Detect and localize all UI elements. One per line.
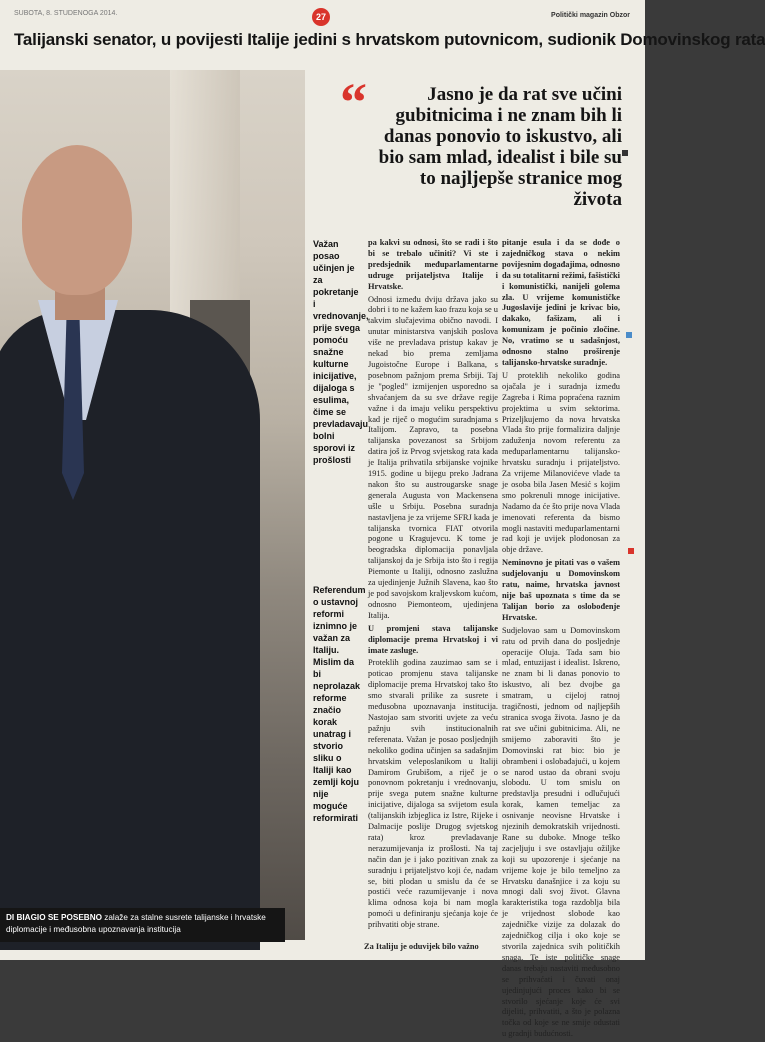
photo-suit: [0, 310, 260, 950]
article-paragraph: Odnosi između dviju država jako su dobri i to ne kažem kao frazu koja se u takvim slučajevima obično navodi. I unutar ministarstva vanjskih poslova više ne prevladava pristup kakav je nekad bio prema zemljama Jugoistočne Europe i Balkana, s posebnom pažnjom prema Srbiji. Taj je "pogled" izmijenjen usporedno sa shvaćanjem da su sve države regije važne i da imaju veliku perspektivu kad je riječ o mogućim suradnjama s Italijom. Zapravo, ta posebna talijanska povezanost sa Srbijom datira još iz Prvog svjetskog rata kada je Italija prihvatila srbijanske vojnike 1915. godine u bijegu preko Jadrana nakon što su austrougarske snage generala Augusta von Mackensena ušle u Srbiju. Posebna suradnja nastavljena je za vrijeme SFRJ kada je talijanska tvornica FIAT otvorila pogone u Kragujevcu. K tome je beogradska diplomacija ponavljala talijanskoj da je Srbija isto što i regija Piemonte u Italiji, odnosno zaslužna za ujedinjenje Južnih Slavena, kao što je pod savojskom kraljevskom kućom, odnosno Piemonteom, ujedinjena Italija.: [368, 294, 498, 620]
article-paragraph: U proteklih nekoliko godina ojačala je i suradnja između Zagreba i Rima popraćena raznim projektima u svim sektorima. Prizeljkujemo da nova hrvatska Vlada što prije formalizira daljnje zaduženja novom referentu za međuparlamentarnu talijansko-hrvatsku suradnju i prijateljstvo. Za vrijeme Milanovićeve vlade ta je osoba bila Jasen Mesić s kojim smo pokrenuli mnoge inicijative. Nadamo da će što prije nova Vlada imenovati referenta da bismo mogli nastaviti međuparlamentarni rad koji je uvijek plodonosan za obje države.: [502, 370, 620, 555]
square-marker-icon: [622, 150, 628, 156]
interview-question: pitanje esula i da se dođe o zajedničkog stava o nekim povijesnim događajima, odnosno da su totalitarni režimi, fašistički i komunistički, nanijeli golema zla. U vrijeme komunističke Jugoslavije jedini je krivac bio, dakako, fašizam, ali i komunizam je počinio zločine. No, vratimo se u sadašnjost, odnosno stalno proširenje talijansko-hrvatske suradnje.: [502, 238, 620, 367]
sidebar-quote-2: Referendum o ustavnoj reformi iznimno je važan za Italiju. Mislim da bi neprolazak reforme značio korak unatrag i stvorio sliku o Italiji kao zemlji koju nije moguće reformirati: [313, 585, 366, 823]
article-column-1: [368, 238, 498, 933]
issue-date: SUBOTA, 8. STUDENOGA 2014.: [14, 10, 118, 17]
caption-lead: DI BIAGIO SE POSEBNO: [6, 913, 102, 922]
pull-quote: Jasno je da rat sve učini gubitnicima i ne znam bih li danas ponovio to iskustvo, ali bio sam mlad, idealist i bile su to najljepše stranice mog života: [378, 84, 622, 210]
magazine-name: Politički magazin Obzor: [551, 12, 630, 19]
interview-question: Neminovno je pitati vas o vašem sudjelovanju u Domovinskom ratu, naime, hrvatska javnost nije baš upoznata s time da se Talijan borio za oslobođenje Hrvatske.: [502, 558, 620, 622]
square-marker-icon: [626, 332, 632, 338]
photo-caption: [0, 908, 285, 942]
sidebar-quote-1: Važan posao učinjen je za pokretanje i vrednovanje, prije svega pomoću snažne kulturne inicijative, dijaloga s esulima, čime se prevladavaju bolni sporovi iz prošlosti: [313, 239, 369, 465]
interview-question: U promjeni stava talijanske diplomacije prema Hrvatskoj i vi imate zasluge.: [368, 623, 498, 655]
portrait-photo: [0, 70, 305, 940]
article-headline: Talijanski senator, u povijesti Italije jedini s hrvatskom putovnicom, sudionik Domovinskog rata: [14, 30, 765, 49]
next-question: Za Italiju je oduvijek bilo važno: [364, 942, 479, 951]
article-paragraph: Sudjelovao sam u Domovinskom ratu od prvih dana do posljednje operacije Oluja. Tada sam bio mlad, entuzijast i idealist. Iskreno, ne znam bi li danas ponovio to iskustvo, ali bez dvojbe ga smatram, u cijeloj ratnoj tragičnosti, jednom od najljepših stranica svoga života. Jasno je da rat sve učini gubitnicima. Ali, ne smijemo zaboraviti što je Domovinski rat bio: bio je obrambeni i oslobađajući, u kojem se narod ustao da obrani svoju slobodu. U tom smislu on predstavlja presudni i odlučujući korak, kamen temeljac za osnivanje neovisne Hrvatske i njezinih demokratskih vrijednosti. Rane su duboke. Mnoge teško zacjeljuju i sve ostavljaju ožiljke koji su upozorenje i sjećanje na vrijeme koje je bilo temeljno za Hrvatsku današnjice i za koju su mnogi dali svoj život. Glavna karakteristika toga razdoblja bila je vrijednost slobode kao zajedničke vizije za dolazak do zajedničkog cilja i oko koje se stvorila zajednica svih političkih snaga. Te iste političke snage danas trebaju nastaviti međusobno se prihvaćati i čuvati onaj ujedinjujući proces kako bi se stvorilo sjećanje koje će svi dijeliti, prihvatiti, a što je polazna točka od koje se ne smije odustati u gradnji budućnosti.: [502, 625, 620, 1039]
photo-face: [22, 145, 132, 295]
article-column-2: [502, 238, 620, 1042]
interview-question: pa kakvi su odnosi, što se radi i što bi se trebalo učiniti? Vi ste i predsjednik međuparlamentarne udruge prijateljstva Italije i Hrvatske.: [368, 238, 498, 291]
page-header: [8, 6, 638, 26]
article-paragraph: Proteklih godina zauzimao sam se i poticao promjenu stava talijanske diplomacije prema Hrvatskoj tako što smo stvarali prilike za susrete i međusobna upoznavanja institucija. Nastojao sam stvoriti uvjete za veću pažnju svih institucionalnih referenata. Važan je posao posljednjih nekoliko godina učinjen sa sadašnjim hrvatskim veleposlanikom u Italiji Damirom Grubišom, a riječ je o ponovnom pokretanju i vrednovanju, prije svega putem snažne kulturne inicijative, dijaloga sa svijetom esula (talijanskih izbjeglica iz Istre, Rijeke i Dalmacije poslije Drugog svjetskog rata) kroz prevladavanje nerazumijevanja iz prošlosti. Na taj način dan je i jako pozitivan znak za suradnju i prijateljstvo koji će, nadam se, biti plodan u smislu da će se postići veće razumijevanje i nova klima odnosa koja bi nam mogla pomoći u definiranju sjećanja koje će prihvatiti obje strane.: [368, 658, 498, 930]
square-marker-icon: [628, 548, 634, 554]
caption-text: zalaže za stalne susrete talijanske i hrvatske diplomacije i međusobna upoznavanja institucija: [6, 913, 266, 934]
page-number-badge: 27: [312, 8, 330, 26]
quote-mark-icon: “: [340, 72, 367, 132]
